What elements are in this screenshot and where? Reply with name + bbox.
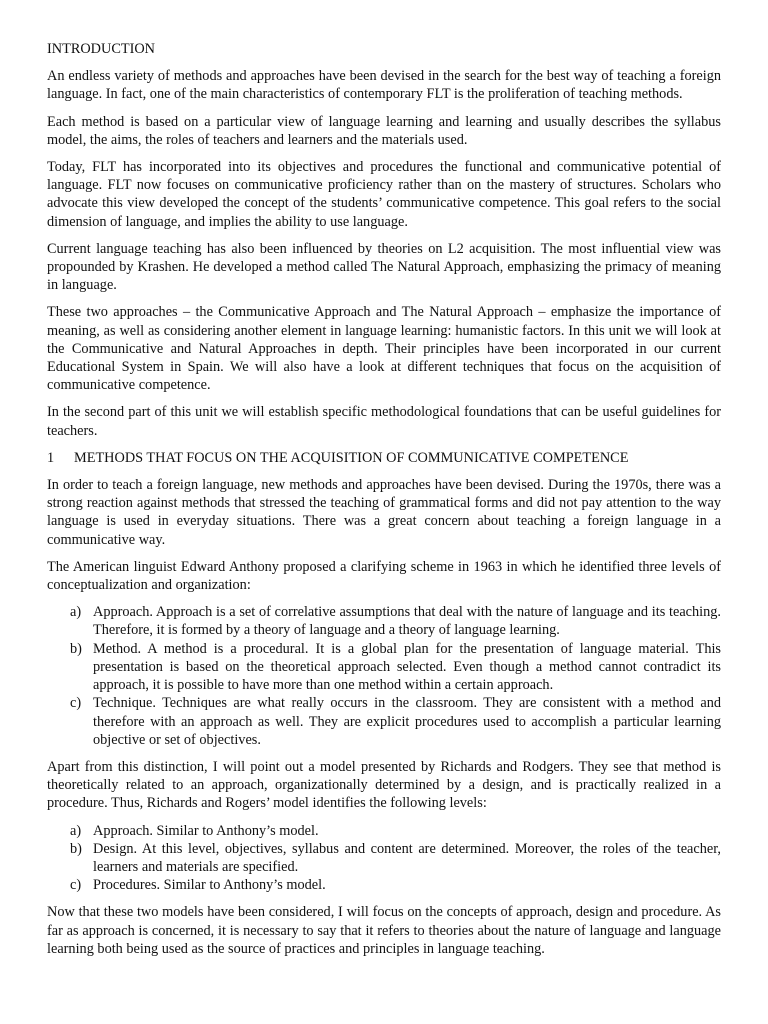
list-item xyxy=(70,840,721,876)
list-marker: a) xyxy=(70,604,82,621)
list-item-text: Design. At this level, objectives, syllabus and content are determined. Moreover, the roles of the teacher, learners and materials are specified. xyxy=(93,840,721,875)
list-marker: c) xyxy=(70,877,82,894)
intro-paragraph: These two approaches – the Communicative Approach and The Natural Approach – emphasize the importance of meaning, as well as considering another element in language learning: humanistic factors. In this unit we will look at the Communicative and Natural Approaches in depth. Their principles have been incorporated in our current Educational System in Spain. We will also have a look at different techniques that focus on the acquisition of communicative competence. xyxy=(47,304,721,394)
list-item xyxy=(70,694,721,749)
section-number: 1 xyxy=(47,449,55,466)
list-item-text: Method. A method is a procedural. It is a global plan for the presentation of language material. This presentation is based on the theoretical approach selected. Even though a method cannot contradict its approach, it is possible to have more than one method within a certain approach. xyxy=(93,640,721,694)
richards-rodgers-levels-list xyxy=(47,822,721,895)
list-marker: b) xyxy=(70,640,82,657)
list-item xyxy=(70,876,721,894)
page-heading: INTRODUCTION xyxy=(47,41,156,57)
list-item-text: Procedures. Similar to Anthony’s model. xyxy=(93,877,326,894)
section-paragraph: In order to teach a foreign language, new methods and approaches have been devised. During the 1970s, there was a strong reaction against methods that stressed the teaching of grammatical forms and did not pay attention to the way language is used in everyday situations. There was a great concern about teaching a foreign language in a communicative way. xyxy=(47,477,721,548)
list-item xyxy=(70,640,721,695)
anthony-levels-list xyxy=(47,603,721,749)
intro-paragraph: Each method is based on a particular view of language learning and learning and usually describes the syllabus model, the aims, the roles of teachers and learners and the materials used. xyxy=(47,113,721,148)
list-marker: b) xyxy=(70,840,82,857)
section-paragraph: Apart from this distinction, I will point out a model presented by Richards and Rodgers. They see that method is theoretically related to an approach, organizationally determined by a design, and is practically realized in a procedure. Thus, Richards and Rogers’ model identifies the following levels: xyxy=(47,758,721,812)
list-item-text: Technique. Techniques are what really occurs in the classroom. They are consistent with a method and therefore with an approach as well. They are explicit procedures used to accomplish a particular learning objective or set of objectives. xyxy=(93,695,721,748)
section-paragraph: The American linguist Edward Anthony proposed a clarifying scheme in 1963 in which he identified three levels of conceptualization and organization: xyxy=(47,558,721,594)
section-title: METHODS THAT FOCUS ON THE ACQUISITION OF COMMUNICATIVE COMPETENCE xyxy=(74,449,629,466)
list-item-text: Approach. Approach is a set of correlative assumptions that deal with the nature of language and its teaching. Therefore, it is formed by a theory of language and a theory of language learning. xyxy=(93,604,721,639)
list-marker: c) xyxy=(70,695,82,712)
list-item xyxy=(70,822,721,840)
intro-paragraph: Today, FLT has incorporated into its objectives and procedures the functional and communicative potential of language. FLT now focuses on communicative proficiency rather than on the mastery of structures. Scholars who advocate this view developed the concept of the students’ communicative competence. This goal refers to the social dimension of language, and implies the ability to use language. xyxy=(47,159,721,230)
list-marker: a) xyxy=(70,822,82,839)
section-heading xyxy=(47,449,721,467)
intro-paragraph: Current language teaching has also been influenced by theories on L2 acquisition. The most influential view was propounded by Krashen. He developed a method called The Natural Approach, emphasizing the primacy of meaning in language. xyxy=(47,240,721,294)
list-item-text: Approach. Similar to Anthony’s model. xyxy=(93,822,319,839)
intro-paragraph: In the second part of this unit we will establish specific methodological foundations that can be useful guidelines for teachers. xyxy=(47,404,721,439)
section-paragraph: Now that these two models have been considered, I will focus on the concepts of approach, design and procedure. As far as approach is concerned, it is necessary to say that it refers to theories about the nature of language and language learning both being used as the source of practices and principles in language teaching. xyxy=(47,904,721,957)
list-item xyxy=(70,603,721,639)
intro-paragraph: An endless variety of methods and approaches have been devised in the search for the best way of teaching a foreign language. In fact, one of the main characteristics of contemporary FLT is the proliferation of teaching methods. xyxy=(47,68,721,103)
